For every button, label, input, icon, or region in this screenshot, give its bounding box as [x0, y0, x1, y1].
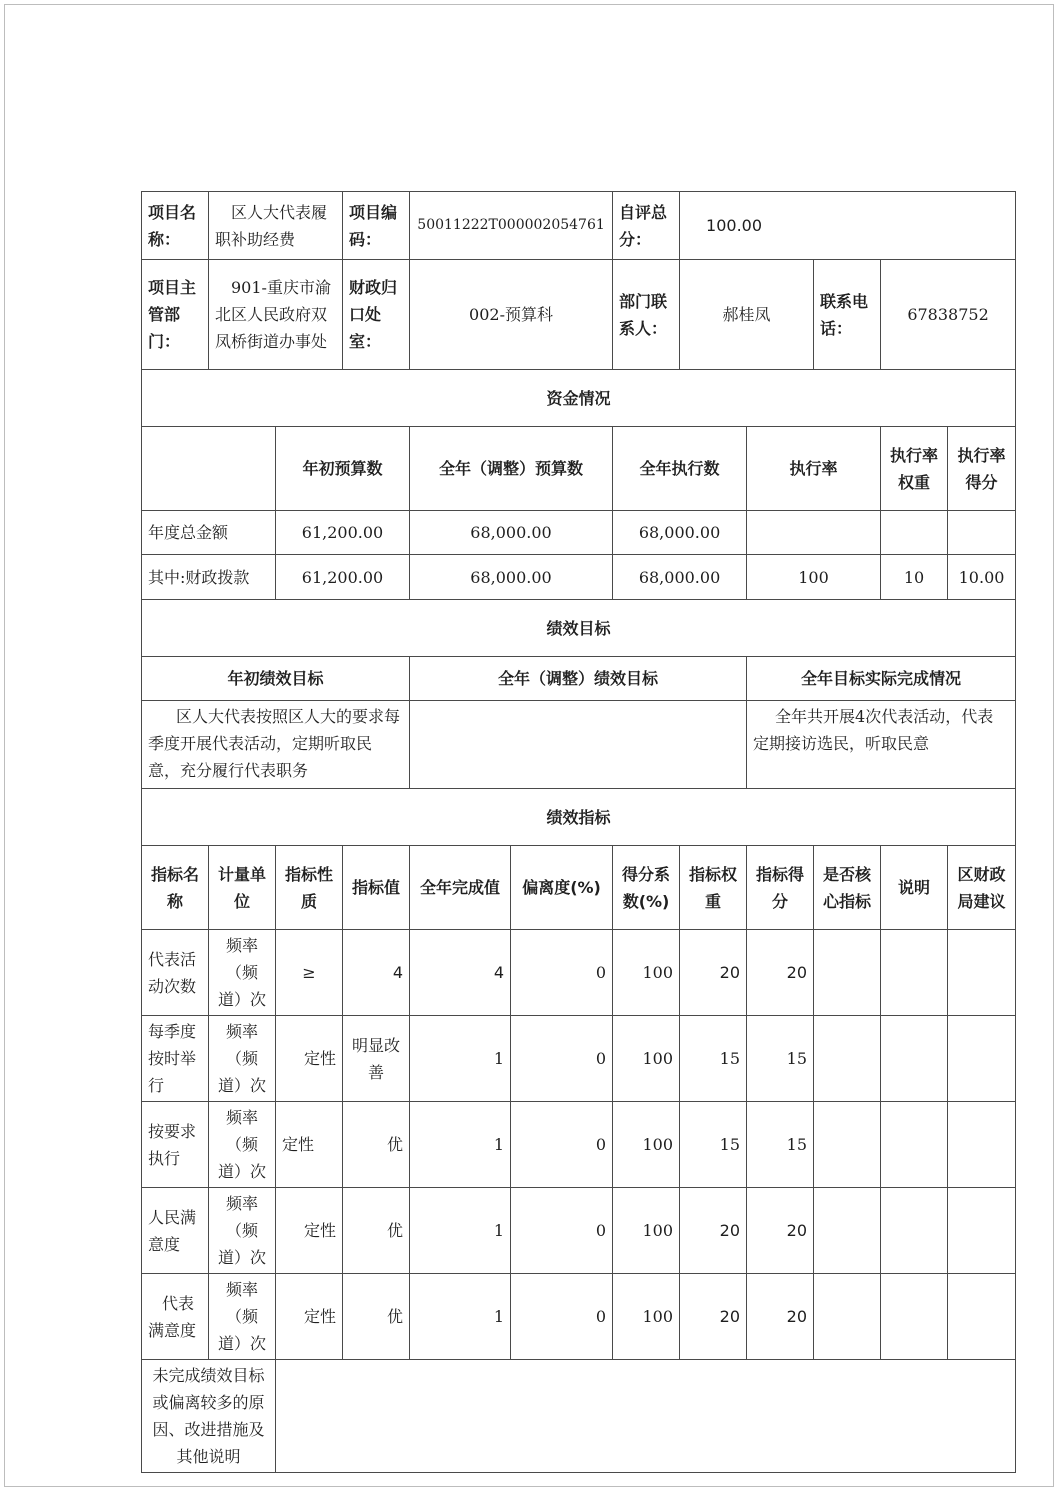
ind-weight: 15	[680, 1016, 747, 1102]
ind-value: 优	[343, 1188, 410, 1274]
funds-initial: 61,200.00	[276, 555, 410, 600]
ind-coef: 100	[613, 930, 680, 1016]
self-score-label: 自评总分：	[613, 192, 680, 260]
ind-core	[814, 1274, 881, 1360]
indicators-header-row	[142, 846, 1016, 930]
dept: 901-重庆市渝北区人民政府双凤桥街道办事处	[209, 260, 343, 370]
funds-col-adjusted: 全年（调整）预算数	[410, 427, 613, 511]
funds-col-executed: 全年执行数	[613, 427, 747, 511]
ind-coef: 100	[613, 1188, 680, 1274]
funds-adjusted: 68,000.00	[410, 511, 613, 555]
funds-col-initial: 年初预算数	[276, 427, 410, 511]
contact: 郝桂凤	[680, 260, 814, 370]
ind-note	[881, 1188, 948, 1274]
funds-row-label: 其中:财政拨款	[142, 555, 276, 600]
ind-note	[881, 1102, 948, 1188]
ind-col-value: 指标值	[343, 846, 410, 930]
ind-score: 20	[747, 1188, 814, 1274]
goals-col-adjusted: 全年（调整）绩效目标	[410, 657, 747, 701]
ind-name: 每季度按时举行	[142, 1016, 209, 1102]
funds-header-row	[142, 427, 1016, 511]
ind-unit: 频率（频道）次	[209, 1102, 276, 1188]
ind-note	[881, 1274, 948, 1360]
ind-nature: ≥	[276, 930, 343, 1016]
goals-actual-text: 全年共开展4次代表活动，代表定期接访选民，听取民意	[747, 701, 1016, 789]
ind-col-deviation: 偏离度(%)	[511, 846, 613, 930]
funds-weight: 10	[881, 555, 948, 600]
funds-row-label: 年度总金额	[142, 511, 276, 555]
funds-rate: 100	[747, 555, 881, 600]
footer-label: 未完成绩效目标或偏离较多的原因、改进措施及其他说明	[142, 1360, 276, 1473]
funds-score	[948, 511, 1016, 555]
ind-name: 代表满意度	[142, 1274, 209, 1360]
finance-label: 财政归口处室：	[343, 260, 410, 370]
finance: 002-预算科	[410, 260, 613, 370]
indicator-row	[142, 1102, 1016, 1188]
ind-name: 按要求执行	[142, 1102, 209, 1188]
funds-initial: 61,200.00	[276, 511, 410, 555]
ind-advice	[948, 1188, 1016, 1274]
ind-completed: 1	[410, 1102, 511, 1188]
ind-advice	[948, 1274, 1016, 1360]
ind-advice	[948, 930, 1016, 1016]
funds-executed: 68,000.00	[613, 511, 747, 555]
ind-col-advice: 区财政局建议	[948, 846, 1016, 930]
project-name-label: 项目名称：	[142, 192, 209, 260]
ind-value: 4	[343, 930, 410, 1016]
indicators-footer-row	[142, 1360, 1016, 1473]
ind-deviation: 0	[511, 1274, 613, 1360]
ind-unit: 频率（频道）次	[209, 930, 276, 1016]
contact-label: 部门联系人：	[613, 260, 680, 370]
goals-initial-text: 区人大代表按照区人大的要求每季度开展代表活动，定期听取民意，充分履行代表职务	[142, 701, 410, 789]
ind-deviation: 0	[511, 1188, 613, 1274]
goals-col-actual: 全年目标实际完成情况	[747, 657, 1016, 701]
indicators-section-title: 绩效指标	[142, 789, 1016, 846]
goals-header-row	[142, 657, 1016, 701]
indicator-row	[142, 1016, 1016, 1102]
indicators-section-row	[142, 789, 1016, 846]
ind-col-completed: 全年完成值	[410, 846, 511, 930]
funds-col-weight: 执行率权重	[881, 427, 948, 511]
ind-col-name: 指标名称	[142, 846, 209, 930]
project-code: 50011222T000002054761	[410, 192, 613, 260]
funds-section-row	[142, 370, 1016, 427]
ind-col-score: 指标得分	[747, 846, 814, 930]
ind-core	[814, 1016, 881, 1102]
ind-completed: 1	[410, 1274, 511, 1360]
ind-coef: 100	[613, 1102, 680, 1188]
ind-col-weight: 指标权重	[680, 846, 747, 930]
project-name: 区人大代表履职补助经费	[209, 192, 343, 260]
project-code-label: 项目编码：	[343, 192, 410, 260]
ind-weight: 15	[680, 1102, 747, 1188]
funds-col-score: 执行率得分	[948, 427, 1016, 511]
header-row-1	[142, 192, 1016, 260]
funds-rate	[747, 511, 881, 555]
goals-section-title: 绩效目标	[142, 600, 1016, 657]
ind-deviation: 0	[511, 930, 613, 1016]
ind-weight: 20	[680, 930, 747, 1016]
ind-unit: 频率（频道）次	[209, 1274, 276, 1360]
funds-row-total	[142, 511, 1016, 555]
ind-score: 20	[747, 930, 814, 1016]
goals-col-initial: 年初绩效目标	[142, 657, 410, 701]
ind-col-core: 是否核心指标	[814, 846, 881, 930]
phone: 67838752	[881, 260, 1016, 370]
funds-adjusted: 68,000.00	[410, 555, 613, 600]
ind-col-nature: 指标性质	[276, 846, 343, 930]
ind-value: 优	[343, 1102, 410, 1188]
ind-completed: 4	[410, 930, 511, 1016]
indicator-row	[142, 1188, 1016, 1274]
ind-deviation: 0	[511, 1102, 613, 1188]
goals-adjusted-text	[410, 701, 747, 789]
ind-note	[881, 930, 948, 1016]
indicator-row	[142, 1274, 1016, 1360]
ind-advice	[948, 1016, 1016, 1102]
funds-row-fiscal	[142, 555, 1016, 600]
ind-nature: 定性	[276, 1188, 343, 1274]
ind-deviation: 0	[511, 1016, 613, 1102]
ind-name: 人民满意度	[142, 1188, 209, 1274]
ind-nature: 定性	[276, 1274, 343, 1360]
self-score: 100.00	[680, 192, 1016, 260]
ind-core	[814, 1102, 881, 1188]
ind-core	[814, 930, 881, 1016]
goals-section-row	[142, 600, 1016, 657]
ind-weight: 20	[680, 1188, 747, 1274]
ind-unit: 频率（频道）次	[209, 1188, 276, 1274]
funds-weight	[881, 511, 948, 555]
ind-col-unit: 计量单位	[209, 846, 276, 930]
funds-executed: 68,000.00	[613, 555, 747, 600]
ind-note	[881, 1016, 948, 1102]
ind-col-note: 说明	[881, 846, 948, 930]
ind-value: 优	[343, 1274, 410, 1360]
ind-unit: 频率（频道）次	[209, 1016, 276, 1102]
footer-value	[276, 1360, 1016, 1473]
ind-score: 15	[747, 1016, 814, 1102]
ind-coef: 100	[613, 1016, 680, 1102]
ind-completed: 1	[410, 1188, 511, 1274]
ind-core	[814, 1188, 881, 1274]
ind-weight: 20	[680, 1274, 747, 1360]
header-row-2	[142, 260, 1016, 370]
ind-score: 15	[747, 1102, 814, 1188]
funds-corner	[142, 427, 276, 511]
phone-label: 联系电话：	[814, 260, 881, 370]
ind-value: 明显改善	[343, 1016, 410, 1102]
funds-section-title: 资金情况	[142, 370, 1016, 427]
dept-label: 项目主管部门：	[142, 260, 209, 370]
ind-completed: 1	[410, 1016, 511, 1102]
funds-col-rate: 执行率	[747, 427, 881, 511]
ind-coef: 100	[613, 1274, 680, 1360]
indicator-row	[142, 930, 1016, 1016]
ind-name: 代表活动次数	[142, 930, 209, 1016]
ind-advice	[948, 1102, 1016, 1188]
ind-col-coef: 得分系数(%)	[613, 846, 680, 930]
ind-nature: 定性	[276, 1102, 343, 1188]
ind-score: 20	[747, 1274, 814, 1360]
ind-nature: 定性	[276, 1016, 343, 1102]
funds-score: 10.00	[948, 555, 1016, 600]
goals-content-row	[142, 701, 1016, 789]
self-evaluation-form	[141, 191, 1016, 1473]
